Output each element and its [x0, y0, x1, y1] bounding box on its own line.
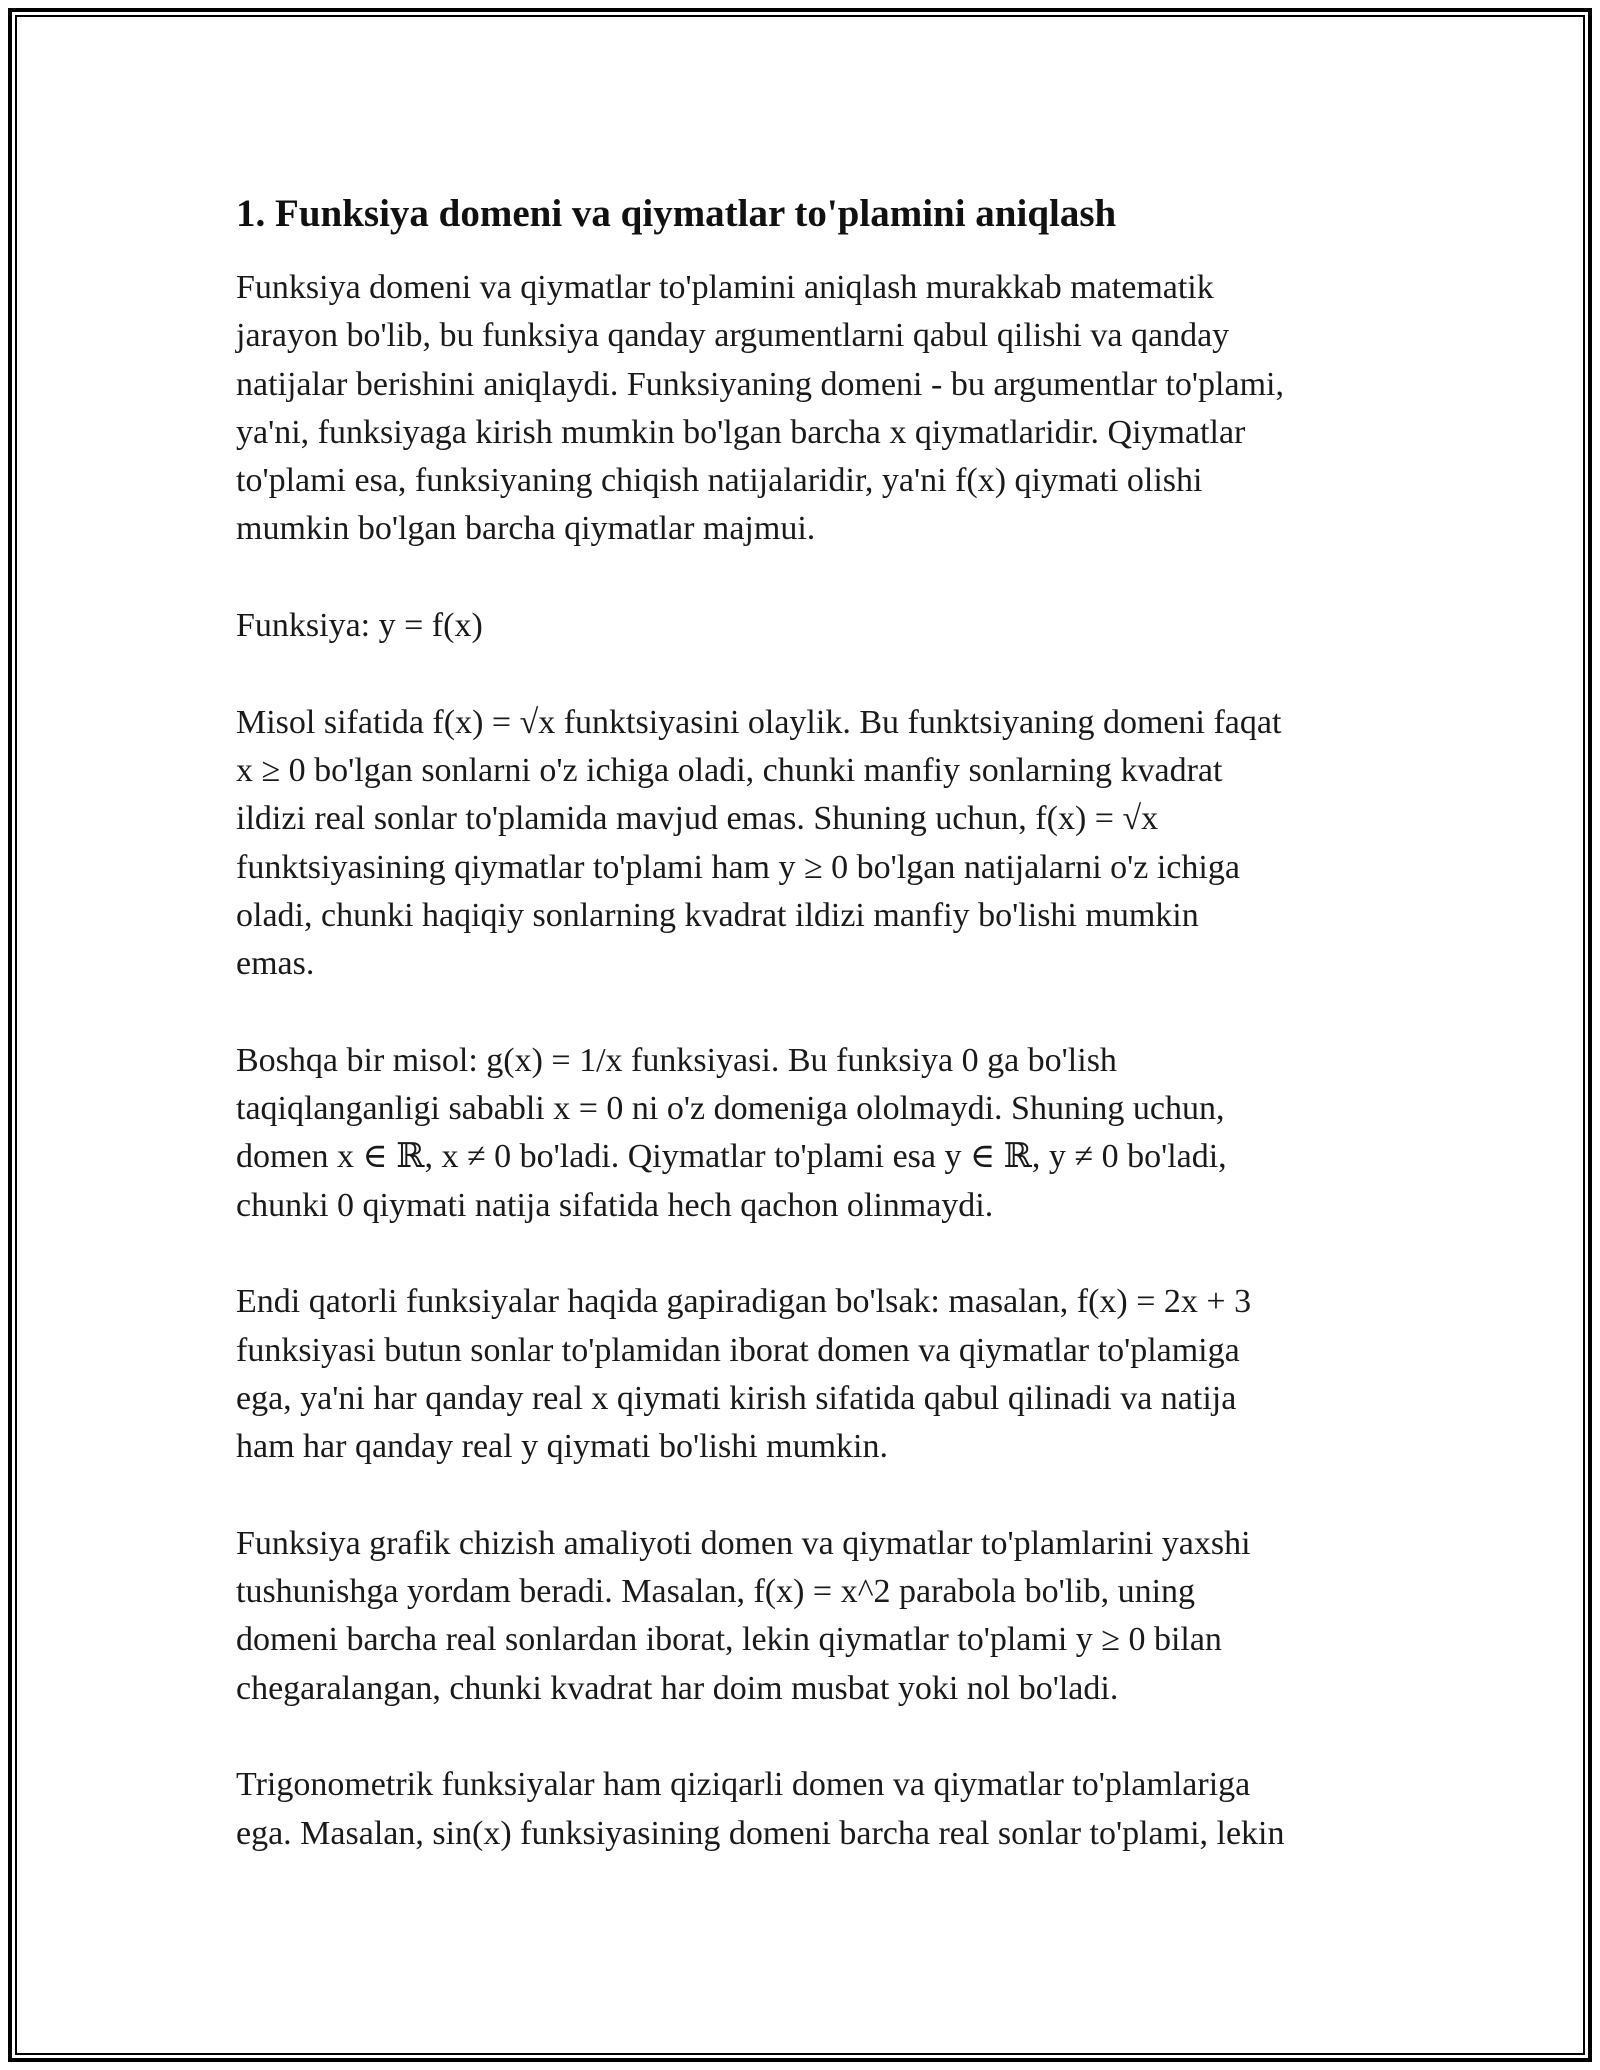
text-line: x ≥ 0 bo'lgan sonlarni o'z ichiga oladi, chunki manfiy sonlarning kvadrat — [236, 751, 1223, 789]
text-line: natijalar berishini aniqlaydi. Funksiyaning domeni - bu argumentlar to'plami, — [236, 365, 1284, 403]
text-line: Misol sifatida f(x) = √x funktsiyasini olaylik. Bu funktsiyaning domeni faqat — [236, 703, 1282, 741]
text-line: chunki 0 qiymati natija sifatida hech qachon olinmaydi. — [236, 1186, 994, 1224]
section-heading: 1. Funksiya domeni va qiymatlar to'plamini aniqlash — [236, 192, 1117, 235]
text-line: Funksiya domeni va qiymatlar to'plamini aniqlash murakkab matematik — [236, 269, 1214, 306]
text-line: ham har qanday real y qiymati bo'lishi mumkin. — [236, 1428, 888, 1466]
paragraph-graphing — [236, 1520, 1396, 1713]
text-line: Endi qatorli funksiyalar haqida gapiradigan bo'lsak: masalan, f(x) = 2x + 3 — [236, 1283, 1252, 1321]
paragraph-sqrt-example — [236, 699, 1396, 989]
paragraph-formula — [236, 602, 1396, 650]
paragraph-linear-example — [236, 1278, 1396, 1471]
text-line: Boshqa bir misol: g(x) = 1/x funksiyasi. Bu funksiya 0 ga bo'lish — [236, 1041, 1117, 1079]
text-line: jarayon bo'lib, bu funksiya qanday argumentlarni qabul qilishi va qanday — [236, 317, 1230, 355]
text-line: funksiyasi butun sonlar to'plamidan iborat domen va qiymatlar to'plamiga — [236, 1331, 1240, 1369]
text-line: tushunishga yordam beradi. Masalan, f(x) = x^2 parabola bo'lib, uning — [236, 1573, 1196, 1611]
text-line: funktsiyasining qiymatlar to'plami ham y ≥ 0 bo'lgan natijalarni o'z ichiga — [236, 848, 1240, 886]
text-line: domeni barcha real sonlardan iborat, lekin qiymatlar to'plami y ≥ 0 bilan — [236, 1621, 1222, 1659]
text-line: Funksiya grafik chizish amaliyoti domen va qiymatlar to'plamlarini yaxshi — [236, 1524, 1251, 1562]
text-line: Funksiya: y = f(x) — [236, 607, 483, 645]
text-line: mumkin bo'lgan barcha qiymatlar majmui. — [236, 510, 816, 548]
text-line: ya'ni, funksiyaga kirish mumkin bo'lgan barcha x qiymatlaridir. Qiymatlar — [236, 413, 1246, 451]
paragraph-reciprocal-example — [236, 1037, 1396, 1230]
text-line: ega. Masalan, sin(x) funksiyasining domeni barcha real sonlar to'plami, lekin — [236, 1814, 1285, 1852]
paragraph-intro — [236, 264, 1396, 554]
text-line: chegaralangan, chunki kvadrat har doim musbat yoki nol bo'ladi. — [236, 1669, 1119, 1707]
text-line: oladi, chunki haqiqiy sonlarning kvadrat ildizi manfiy bo'lishi mumkin — [236, 896, 1199, 934]
text-line: to'plami esa, funksiyaning chiqish natijalaridir, ya'ni f(x) qiymati olishi — [236, 462, 1203, 500]
text-line: emas. — [236, 945, 315, 983]
text-line: Trigonometrik funksiyalar ham qiziqarli domen va qiymatlar to'plamlariga — [236, 1766, 1251, 1804]
text-line: domen x ∈ ℝ, x ≠ 0 bo'ladi. Qiymatlar to'plami esa y ∈ ℝ, y ≠ 0 bo'ladi, — [236, 1138, 1227, 1176]
document-body — [236, 186, 1396, 1858]
text-line: ildizi real sonlar to'plamida mavjud emas. Shuning uchun, f(x) = √x — [236, 800, 1159, 838]
text-line: taqiqlanganligi sababli x = 0 ni o'z domeniga ololmaydi. Shuning uchun, — [236, 1090, 1225, 1128]
text-line: ega, ya'ni har qanday real x qiymati kirish sifatida qabul qilinadi va natija — [236, 1379, 1237, 1417]
paragraph-trigonometric — [236, 1761, 1396, 1858]
